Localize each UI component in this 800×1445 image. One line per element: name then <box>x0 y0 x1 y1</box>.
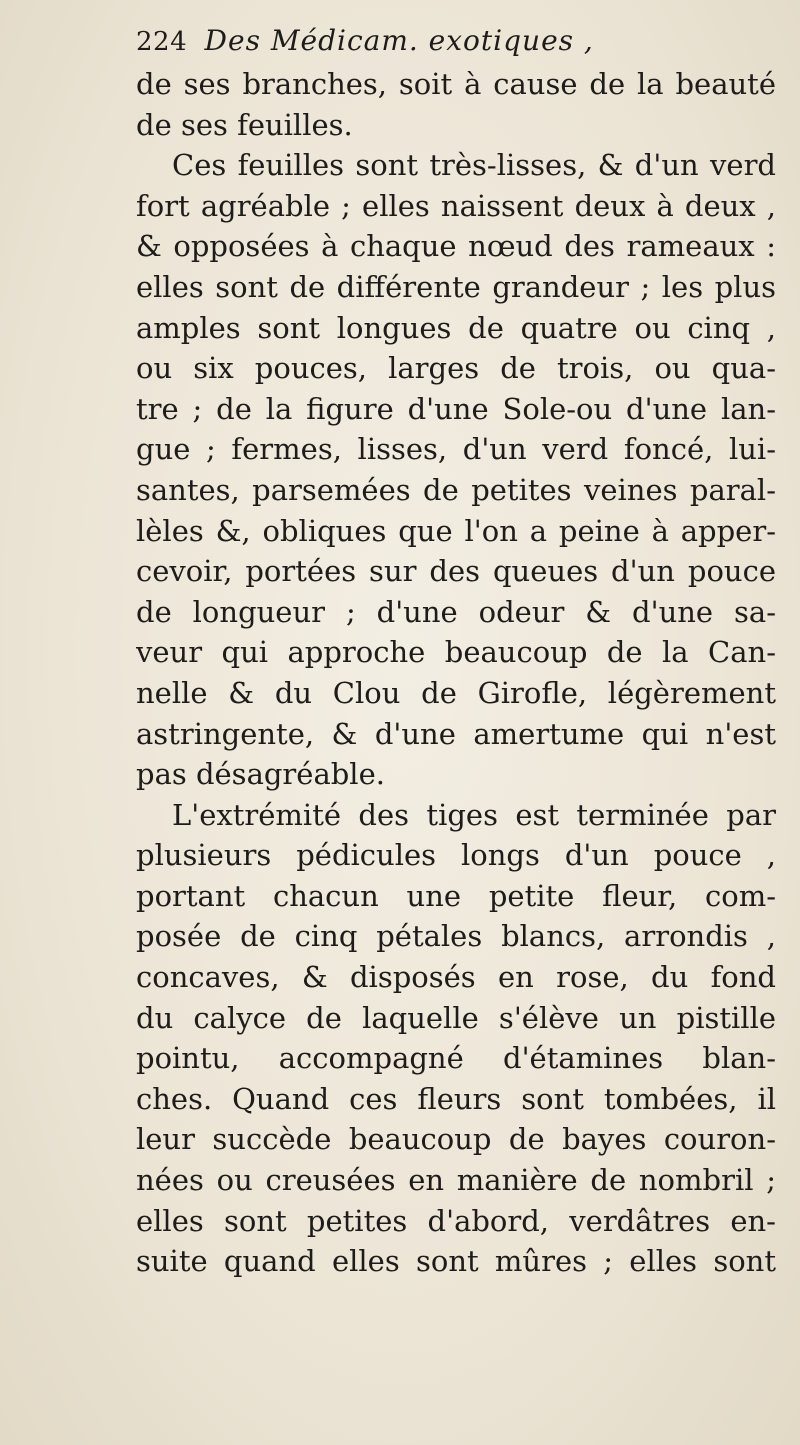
text-line: fort agréable ; elles naissent deux à deux , <box>136 188 776 223</box>
text-line: elles sont petites d'abord, verdâtres en- <box>136 1203 776 1238</box>
text-line: de ses branches, soit à cause de la beauté <box>136 67 776 101</box>
text-line: L'extrémité des tiges est terminée par <box>172 797 776 832</box>
running-title: Des Médicam. exotiques , <box>204 24 594 57</box>
body-text <box>136 64 776 1282</box>
text-line: lèles &, obliques que l'on a peine à apper- <box>136 513 776 548</box>
text-line: posée de cinq pétales blancs, arrondis , <box>136 919 776 954</box>
text-line: elles sont de différente grandeur ; les plus <box>136 269 776 304</box>
text-line: pointu, accompagné d'étamines blan- <box>136 1041 776 1076</box>
text-line: plusieurs pédicules longs d'un pouce , <box>136 838 776 873</box>
text-line: gue ; fermes, lisses, d'un verd foncé, lui- <box>136 432 776 467</box>
text-line: veur qui approche beaucoup de la Can- <box>136 635 776 670</box>
text-line: leur succède beaucoup de bayes couron- <box>136 1122 776 1157</box>
text-line: & opposées à chaque nœud des rameaux : <box>136 229 776 264</box>
text-line: Ces feuilles sont très-lisses, & d'un verd <box>172 148 776 183</box>
text-line: tre ; de la figure d'une Sole-ou d'une lan- <box>136 391 776 426</box>
running-header <box>136 24 776 57</box>
text-line: de ses feuilles. <box>136 107 353 142</box>
text-line: concaves, & disposés en rose, du fond <box>136 960 776 995</box>
text-line: astringente, & d'une amertume qui n'est <box>136 716 776 751</box>
text-line: cevoir, portées sur des queues d'un pouce <box>136 554 776 589</box>
text-line: amples sont longues de quatre ou cinq , <box>136 310 776 345</box>
text-line: ches. Quand ces fleurs sont tombées, il <box>136 1081 776 1116</box>
text-line: santes, parsemées de petites veines paral- <box>136 472 776 507</box>
text-line: pas désagréable. <box>136 757 385 792</box>
text-line: de longueur ; d'une odeur & d'une sa- <box>136 594 776 629</box>
text-line: portant chacun une petite fleur, com- <box>136 878 776 913</box>
page-number: 224 <box>136 27 188 57</box>
text-line: ou six pouces, larges de trois, ou qua- <box>136 351 776 386</box>
text-line: suite quand elles sont mûres ; elles sont <box>136 1244 776 1279</box>
text-line: du calyce de laquelle s'élève un pistille <box>136 1000 776 1035</box>
text-line: nées ou creusées en manière de nombril ; <box>136 1163 776 1198</box>
text-line: nelle & du Clou de Girofle, légèrement <box>136 675 776 710</box>
